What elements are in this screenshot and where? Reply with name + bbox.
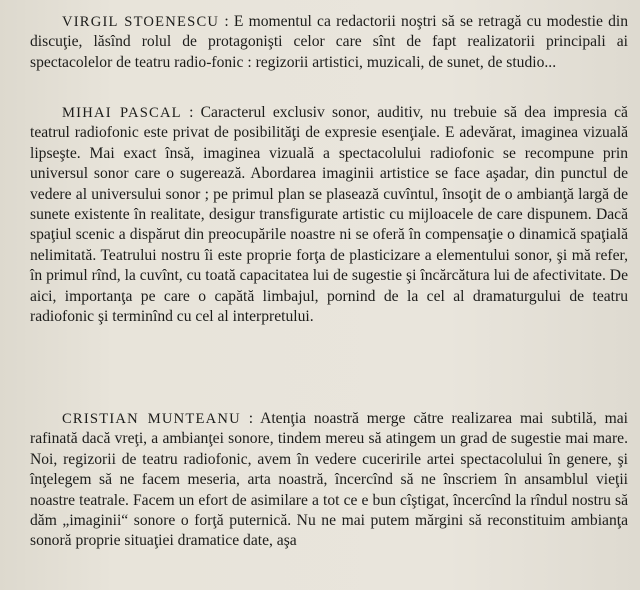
speaker-name: VIRGIL STOENESCU bbox=[62, 14, 220, 30]
speaker-name: CRISTIAN MUNTEANU bbox=[62, 411, 241, 427]
paragraph-text: : E momentul ca redactorii noştri să se retragă cu modestie din discuţie, lăsînd rolul de protagonişti celor care sînt de fapt realizatorii principali ai spectacolelor de teatru radio-fonic : regizorii artistici, muzicali, de sunet, de studio... bbox=[30, 13, 628, 71]
paragraph-cristian-munteanu bbox=[30, 409, 628, 552]
speaker-name: MIHAI PASCAL bbox=[62, 105, 182, 121]
paragraph-text: : Atenţia noastră merge către realizarea mai subtilă, mai rafinată dacă vreţi, a ambianţei sonore, tindem mereu să atingem un grad de sugestie mai mare. Noi, regizorii de teatru radiofonic, avem în vedere cuceririle artei spectacolului în genere, şi înţelegem să ne facem meseria, arta noastră, încercînd să ne înscriem în ansamblul vieţii noastre teatrale. Facem un efort de asimilare a tot ce e bun cîştigat, încercînd la rîndul nostru să dăm „imaginii“ sonore o forţă puternică. Nu ne mai putem mărgini să reconstituim ambianţa sonoră proprie situaţiei dramatice date, aşa bbox=[30, 410, 628, 550]
paragraph-virgil-stoenescu bbox=[30, 12, 628, 73]
paragraph-text: : Caracterul exclusiv sonor, auditiv, nu trebuie să dea impresia că teatrul radiofonic este privat de posibilităţi de expresie esenţiale. E adevărat, imaginea vizuală lipseşte. Mai exact însă, imaginea vizuală a spectacolului radiofonic se recompune prin universul sonor care o sugerează. Abordarea imaginii artistice se face aşadar, din punctul de vedere al universului sonor ; pe primul plan se plasează cuvîntul, însoţit de o ambianţă largă de sunete existente în realitate, desigur transfigurate artistic cu mijloacele de care dispunem. Dacă spaţiul scenic a dispărut din preocupările noastre ni se oferă în compensaţie o dinamică spaţială nelimitată. Teatrului nostru îi este proprie forţa de plasticizare a elementului sonor, şi mă refer, în primul rînd, la cuvînt, cu toată capacitatea lui de sugestie şi încărcătura lui de afectivitate. De aici, importanţa pe care o capătă limbajul, pornind de la cel al dramaturgului de teatru radiofonic şi terminînd cu cel al interpretului. bbox=[30, 104, 628, 326]
paragraph-mihai-pascal bbox=[30, 103, 628, 327]
